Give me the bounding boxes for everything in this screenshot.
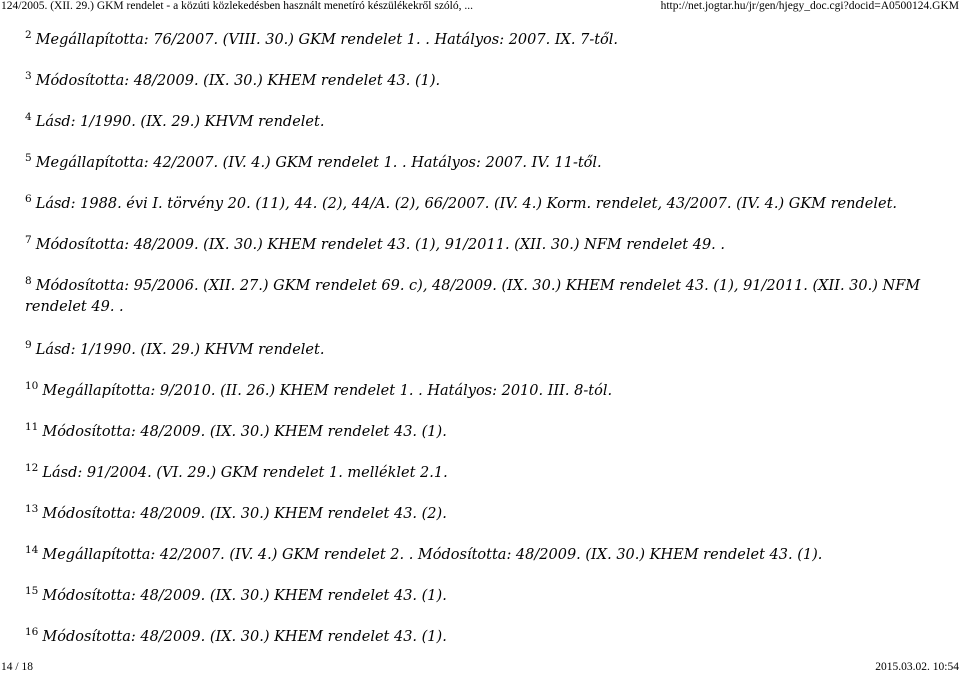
footnote-text: Módosította: 95/2006. (XII. 27.) GKM rendelet 69. c), 48/2009. (IX. 30.) KHEM rendelet 43. (1), 91/2011. (XII. 30.) NFM rendelet 49. . [25, 278, 921, 315]
footnote-text: Lásd: 1/1990. (IX. 29.) KHVM rendelet. [35, 342, 325, 358]
footnote-text: Megállapította: 42/2007. (IV. 4.) GKM rendelet 2. . Módosította: 48/2009. (IX. 30.) KHEM rendelet 43. (1). [42, 547, 823, 563]
footnote [25, 463, 940, 484]
footnote [25, 422, 940, 443]
footnote-number: 9 [25, 339, 32, 351]
footnote-number: 16 [25, 626, 39, 638]
footnote-number: 4 [25, 111, 32, 123]
print-timestamp: 2015.03.02. 10:54 [875, 661, 959, 673]
footnote-text: Módosította: 48/2009. (IX. 30.) KHEM rendelet 43. (2). [42, 506, 447, 522]
footnote-text: Módosította: 48/2009. (IX. 30.) KHEM rendelet 43. (1). [42, 424, 447, 440]
footnote [25, 276, 940, 318]
footnote [25, 504, 940, 525]
footnote-text: Megállapította: 9/2010. (II. 26.) KHEM rendelet 1. . Hatályos: 2010. III. 8-tól. [42, 383, 613, 399]
footnote [25, 586, 940, 607]
footnote-number: 13 [25, 503, 39, 515]
footnote-text: Megállapította: 42/2007. (IV. 4.) GKM rendelet 1. . Hatályos: 2007. IV. 11-től. [35, 155, 602, 171]
header-url: http://net.jogtar.hu/jr/gen/hjegy_doc.cgi?docid=A0500124.GKM [660, 0, 959, 12]
footnote [25, 627, 940, 648]
header-document-title: 124/2005. (XII. 29.) GKM rendelet - a közúti közlekedésben használt menetíró készülékekről szóló, ... [1, 0, 473, 12]
footnote-number: 7 [25, 234, 32, 246]
footnote-text: Módosította: 48/2009. (IX. 30.) KHEM rendelet 43. (1). [35, 73, 441, 89]
footnote [25, 153, 940, 174]
footnote-number: 10 [25, 380, 39, 392]
footnote-number: 15 [25, 585, 39, 597]
footnote-number: 14 [25, 544, 39, 556]
footnote-text: Lásd: 1/1990. (IX. 29.) KHVM rendelet. [35, 114, 325, 130]
footnote-number: 3 [25, 70, 32, 82]
footnote [25, 30, 940, 51]
footnote-number: 11 [25, 421, 39, 433]
footnote [25, 71, 940, 92]
print-footer [0, 660, 960, 674]
footnote-text: Módosította: 48/2009. (IX. 30.) KHEM rendelet 43. (1). [42, 588, 447, 604]
footnote-number: 8 [25, 275, 32, 287]
footnote [25, 340, 940, 361]
print-header [0, 0, 960, 14]
footnote-number: 2 [25, 29, 32, 41]
footnote-text: Módosította: 48/2009. (IX. 30.) KHEM rendelet 43. (1). [42, 629, 447, 645]
footnote [25, 545, 940, 566]
footnote-number: 12 [25, 462, 39, 474]
footnote-text: Lásd: 1988. évi I. törvény 20. (11), 44. (2), 44/A. (2), 66/2007. (IV. 4.) Korm. rendelet, 43/2007. (IV. 4.) GKM rendelet. [35, 196, 898, 212]
footnote-text: Lásd: 91/2004. (VI. 29.) GKM rendelet 1. melléklet 2.1. [42, 465, 448, 481]
footnote-number: 5 [25, 152, 32, 164]
footnote [25, 112, 940, 133]
footnote [25, 381, 940, 402]
footnote-text: Módosította: 48/2009. (IX. 30.) KHEM rendelet 43. (1), 91/2011. (XII. 30.) NFM rendelet 49. . [35, 237, 726, 253]
footnote-text: Megállapította: 76/2007. (VIII. 30.) GKM rendelet 1. . Hatályos: 2007. IX. 7-től. [35, 32, 619, 48]
footnote [25, 194, 940, 215]
page-number: 14 / 18 [1, 661, 33, 673]
footnote [25, 235, 940, 256]
footnote-number: 6 [25, 193, 32, 205]
